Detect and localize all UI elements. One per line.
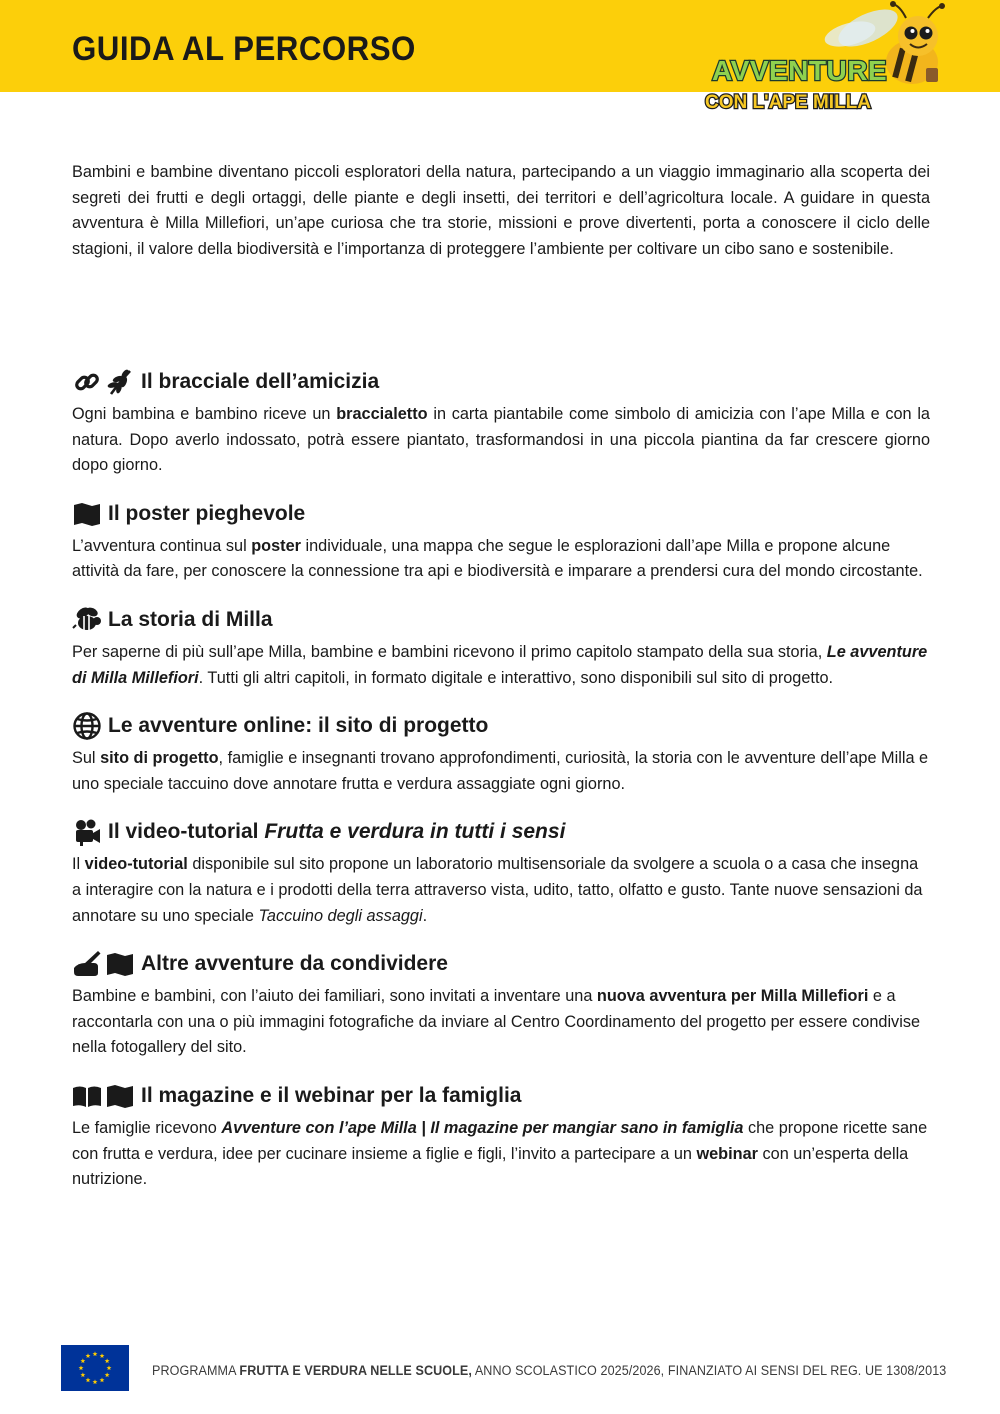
herb-icon — [105, 367, 135, 397]
section-icons — [72, 499, 102, 529]
footer-suffix: ANNO SCOLASTICO 2025/2026, FINANZIATO AI SENSI DEL REG. UE 1308/2013 — [471, 1363, 947, 1378]
movie-camera-icon — [72, 817, 102, 847]
guide-section — [72, 604, 930, 691]
section-icons — [72, 367, 135, 397]
ape-milla-logo — [700, 0, 950, 122]
body-run: sito di progetto — [100, 749, 219, 768]
section-title: Il magazine e il webinar per la famiglia — [141, 1083, 522, 1107]
body-run: Le avventure di Milla Millefiori — [72, 642, 928, 687]
section-body — [72, 402, 930, 479]
guide-section — [72, 1080, 930, 1193]
body-run: webinar — [696, 1144, 758, 1163]
guide-section — [72, 366, 930, 479]
body-run: braccialetto — [336, 405, 428, 423]
guide-section — [72, 816, 930, 929]
logo-line2: CON L'APE MILLA — [705, 92, 872, 113]
body-run: poster — [251, 536, 301, 555]
logo-line1: AVVENTURE — [712, 55, 888, 86]
section-heading — [72, 710, 930, 742]
section-heading — [72, 498, 930, 530]
body-run: Le famiglie ricevono — [72, 1118, 222, 1137]
body-run: disponibile sul sito propone un laboratorio multisensoriale da svolgere a scuola o a casa che insegna a interagire con la natura e i prodotti della terra attraverso vista, udito, tatto, olfatto e gusto. Tante nuove sensazioni da annotare su uno speciale — [72, 855, 923, 925]
body-run: Taccuino degli assaggi — [258, 906, 423, 925]
section-title: Il poster pieghevole — [108, 501, 306, 525]
sections-list — [72, 366, 930, 1212]
map-icon — [72, 499, 102, 529]
body-run: in carta piantabile come simbolo di amicizia con l’ape Milla e con la natura. Dopo averlo indossato, potrà essere piantato, trasformandosi in una piccola piantina da far crescere giorno dopo giorno. — [72, 405, 930, 475]
writing-hand-icon — [72, 949, 102, 979]
section-body — [72, 1116, 930, 1193]
section-heading — [72, 1080, 930, 1112]
guide-section — [72, 948, 930, 1061]
section-icons — [72, 949, 135, 979]
section-body — [72, 746, 930, 797]
section-body — [72, 852, 930, 929]
section-heading — [72, 816, 930, 848]
section-title: Il bracciale dell’amicizia — [141, 370, 380, 393]
map-icon — [105, 949, 135, 979]
globe-icon — [72, 711, 102, 741]
body-run: Sul — [72, 749, 101, 768]
section-heading — [72, 604, 930, 636]
page-title: GUIDA AL PERCORSO — [72, 30, 416, 68]
body-run: individuale, una mappa che segue le esplorazioni dall’ape Milla e propone alcune attività da fare, per conoscere la connessione tra api e biodiversità e imparare a prendersi cura del mondo circostante. — [72, 536, 923, 581]
section-title-italic: Frutta e verdura in tutti i sensi — [264, 820, 566, 844]
section-title: Le avventure online: il sito di progetto — [108, 714, 489, 738]
section-icons — [72, 1081, 135, 1111]
body-run: video-tutorial — [84, 855, 188, 874]
body-run: nuova avventura per Milla Millefiori — [596, 987, 869, 1006]
section-heading — [72, 366, 930, 398]
section-body — [72, 534, 930, 585]
eu-flag-icon — [61, 1345, 129, 1391]
body-run: e a raccontarla con una o più immagini fotografiche da inviare al Centro Coordinamento del progetto per essere condivise nella fotogallery del sito. — [72, 987, 921, 1057]
footer-prefix: PROGRAMMA — [152, 1363, 240, 1378]
bee-icon — [72, 605, 102, 635]
section-title: La storia di Milla — [108, 607, 273, 631]
open-book-icon — [72, 1081, 102, 1111]
section-icons — [72, 605, 102, 635]
section-icons — [72, 817, 102, 847]
guide-section — [72, 498, 930, 585]
link-icon — [72, 367, 102, 397]
body-run: con un’esperta della nutrizione. — [72, 1144, 909, 1189]
body-run: Ogni bambina e bambino riceve un — [72, 405, 337, 423]
section-heading — [72, 948, 930, 980]
body-run: Per saperne di più sull’ape Milla, bambine e bambini ricevono il primo capitolo stampato della sua storia, — [72, 642, 827, 661]
body-run: , famiglie e insegnanti trovano approfondimenti, curiosità, la storia con le avventure dell’ape Milla e uno speciale taccuino dove annotare frutta e verdura assaggiate ogni giorno. — [72, 749, 929, 793]
section-body — [72, 640, 930, 691]
body-run: Bambine e bambini, con l’aiuto dei familiari, sono invitati a inventare una — [72, 987, 597, 1006]
body-run: . — [422, 906, 428, 925]
section-title: Il video-tutorial Frutta e verdura in tutti i sensi — [108, 820, 566, 844]
footer-text — [152, 1363, 946, 1378]
footer-bold: FRUTTA E VERDURA NELLE SCUOLE, — [239, 1363, 472, 1378]
map-icon — [105, 1081, 135, 1111]
section-icons — [72, 711, 102, 741]
intro-paragraph: Bambini e bambine diventano piccoli esploratori della natura, partecipando a un viaggio immaginario alla scoperta dei segreti dei frutti e degli ortaggi, delle piante e degli insetti, dei territori e dell’agricoltura locale. A guidare in questa avventura è Milla Millefiori, un’ape curiosa che tra storie, missioni e prove divertenti, porta a conoscere il ciclo delle stagioni, il valore della biodiversità e l’importanza di proteggere l’ambiente per coltivare un cibo sano e sostenibile. — [72, 163, 930, 258]
body-run: Il — [72, 855, 85, 874]
section-body — [72, 984, 930, 1061]
guide-section — [72, 710, 930, 797]
section-title: Altre avventure da condividere — [141, 952, 448, 976]
body-run: L’avventura continua sul — [72, 536, 252, 555]
body-run: . Tutti gli altri capitoli, in formato digitale e interattivo, sono disponibili sul sito di progetto. — [198, 668, 834, 687]
body-run: Avventure con l’ape Milla | Il magazine per mangiar sano in famiglia — [221, 1118, 744, 1137]
body-run: che propone ricette sane con frutta e verdura, idee per cucinare insieme a figlie e figli, l’invito a partecipare a un — [72, 1118, 928, 1163]
